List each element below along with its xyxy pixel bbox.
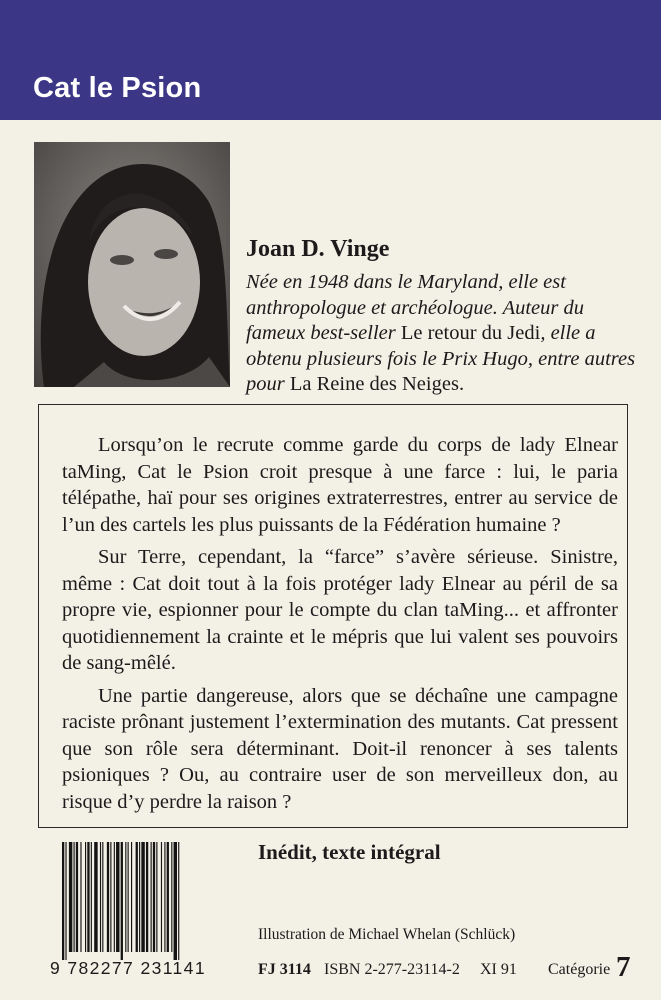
tagline: Inédit, texte intégral <box>258 840 441 864</box>
bio-title-jedi: Le retour du Jedi <box>400 322 541 344</box>
bio-segment: , elle a obtenu plusieurs fois le Prix Hugo, entre autres pour <box>246 322 636 395</box>
author-photo <box>34 142 230 387</box>
blurb-paragraph: Une partie dangereuse, alors que se déchaîne une campagne raciste prônant justement l’extermination des mutants. Cat pressent que son rôle sera déterminant. Doit-il renoncer à ses talents psioniques ? Ou, au contraire user de son merveilleux don, au risque d’y perdre la raison ? <box>62 684 618 813</box>
bio-segment: Née en 1948 dans le Maryland, elle est anthropologue et archéologue. Auteur du fameux best-seller <box>246 271 585 344</box>
bio-segment: . <box>458 373 465 395</box>
category-number: 7 <box>616 951 631 983</box>
author-name: Joan D. Vinge <box>246 236 390 262</box>
blurb-paragraph: Lorsqu’on le recrute comme garde du corps de lady Elnear taMing, Cat le Psion croit presque à une farce : lui, le paria télépathe, haï pour ses origines extraterrestres, entrer au service de l’un des cartels les plus puissants de la Fédération humaine ? <box>62 434 618 536</box>
title-band <box>0 0 661 120</box>
publication-line <box>258 951 638 987</box>
bio-title-reine: La Reine des Neiges <box>289 373 459 395</box>
isbn: ISBN 2-277-23114-2 <box>324 961 460 978</box>
book-title: Cat le Psion <box>33 72 202 104</box>
barcode <box>60 842 236 960</box>
edition-code: XI 91 <box>480 961 517 978</box>
illustration-credit: Illustration de Michael Whelan (Schlück) <box>258 926 516 943</box>
blurb-text <box>62 432 618 821</box>
collection-code: FJ 3114 <box>258 961 311 978</box>
category-label: Catégorie <box>548 961 611 978</box>
blurb-paragraph: Sur Terre, cependant, la “farce” s’avère sérieuse. Sinistre, même : Cat doit tout à la fois protéger lady Elnear au péril de sa propre vie, espionner pour le compte du clan taMing... et affronter quotidiennement la crainte et le mépris que lui valent ses pouvoirs de sang-mêlé. <box>62 546 618 674</box>
author-bio <box>246 270 646 398</box>
barcode-digits: 9 782277 231141 <box>50 958 206 978</box>
